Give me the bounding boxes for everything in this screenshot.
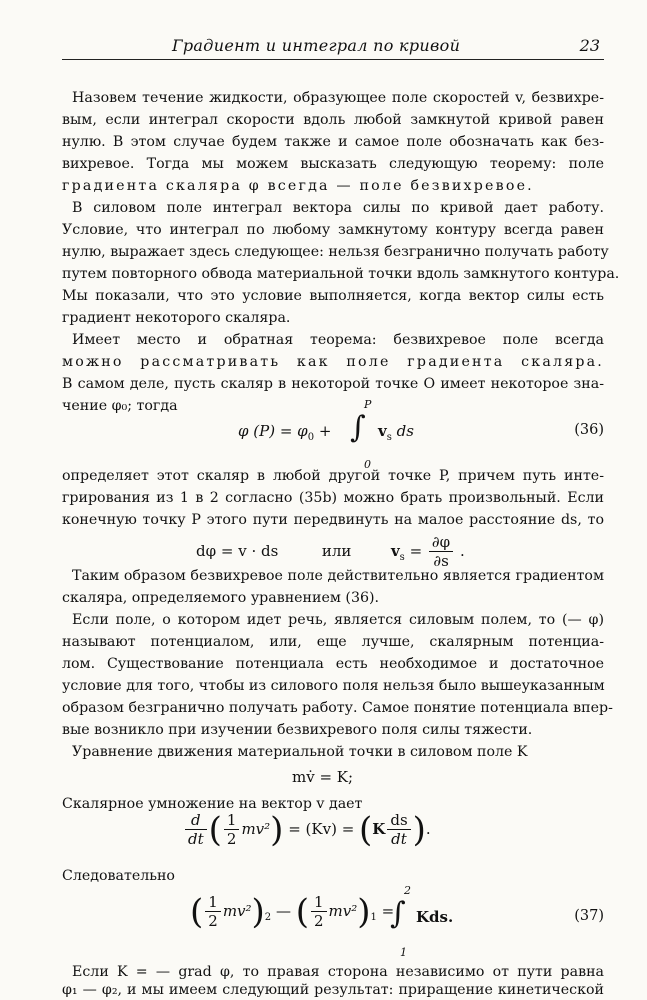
text-line: Если K = — grad φ, то правая сторона независимо от пути равна — [72, 964, 604, 980]
text-line: нулю. В этом случае будем также и самое поле обозначать как без- — [62, 134, 604, 150]
text-line: лом. Существование потенциала есть необходимое и достаточное — [62, 656, 604, 672]
text-line: образом безгранично получать работу. Самое понятие потенциала впер- — [62, 700, 613, 716]
equation-number: (37) — [574, 908, 604, 924]
text-line: В силовом поле интеграл вектора силы по кривой дает работу. — [72, 200, 604, 216]
text-line: грирования из 1 в 2 согласно (35b) можно брать произвольный. Если — [62, 490, 604, 506]
text-line: вихревое. Тогда мы можем высказать следующую теорему: поле — [62, 156, 604, 172]
equation-energy: $\frac{d}{dt}$ ( $\frac{1}{2}$ mv²) = (Kv) = (K $\frac{ds}{dt}$ ). — [183, 812, 431, 848]
equation-36: φ $(P) = \varphi_0$ + P ∫ 0 $v_s$ ds — [238, 398, 414, 471]
text-line: Если поле, о котором идет речь, является силовым полем, то (— φ) — [72, 612, 604, 628]
text-line: путем повторного обвода материальной точки вдоль замкнутого контура. — [62, 266, 620, 282]
text-line: определяет этот скаляр в любой другой точке P, причем путь инте- — [62, 468, 604, 484]
running-header — [62, 34, 602, 60]
text-line: Следовательно — [62, 868, 175, 884]
text-line: вым, если интеграл скорости вдоль любой замкнутой кривой равен — [62, 112, 604, 128]
text-line: условие для того, чтобы из силового поля нельзя было вышеуказанным — [62, 678, 605, 694]
text-line: чение φ₀; тогда — [62, 398, 178, 414]
text-line: можно рассматривать как поле градиента скаляра. — [62, 354, 604, 370]
text-line: градиента скаляра φ всегда — поле безвихревое. — [62, 178, 534, 194]
page-number: 23 — [579, 36, 600, 55]
equation-differential: dφ = v · ds или $v_s$ = $\frac{\partial\varphi}{\partial s}$ . — [196, 533, 465, 570]
text-line: Скалярное умножение на вектор v дает — [62, 796, 363, 812]
text-line: Имеет место и обратная теорема: безвихревое поле всегда — [72, 332, 604, 348]
text-line: Мы показали, что это условие выполняется, когда вектор силы есть — [62, 288, 604, 304]
text-line: Условие, что интеграл по любому замкнутому контуру всегда равен — [62, 222, 604, 238]
text-line: конечную точку P этого пути передвинуть на малое расстояние ds, то — [62, 512, 604, 528]
equation-37: ( $\frac{1}{2}$ $mv^2)_2$ — ( $\frac{1}{2}$ $mv^2)_1$ = 2 ∫ 1 Kds. — [190, 884, 454, 959]
text-line: называют потенциалом, или, еще лучше, скалярным потенциа- — [62, 634, 604, 650]
text-line: φ₁ — φ₂, и мы имеем следующий результат: приращение кинетической — [62, 982, 604, 998]
running-title: Градиент и интеграл по кривой — [172, 36, 461, 55]
equation-motion: mv̇ = K; — [292, 768, 354, 786]
text-line: Уравнение движения материальной точки в силовом поле K — [72, 744, 528, 760]
header-rule — [62, 59, 604, 60]
text-line: В самом деле, пусть скаляр в некоторой точке O имеет некоторое зна- — [62, 376, 604, 392]
text-line: скаляра, определяемого уравнением (36). — [62, 590, 380, 606]
text-line: нулю, выражает здесь следующее: нельзя безгранично получать работу — [62, 244, 609, 260]
text-line: вые возникло при изучении безвихревого поля силы тяжести. — [62, 722, 533, 738]
text-line: градиент некоторого скаляра. — [62, 310, 291, 326]
equation-number: (36) — [574, 422, 604, 438]
text-line: Назовем течение жидкости, образующее поле скоростей v, безвихре- — [72, 90, 604, 106]
text-line: Таким образом безвихревое поле действительно является градиентом — [72, 568, 604, 584]
